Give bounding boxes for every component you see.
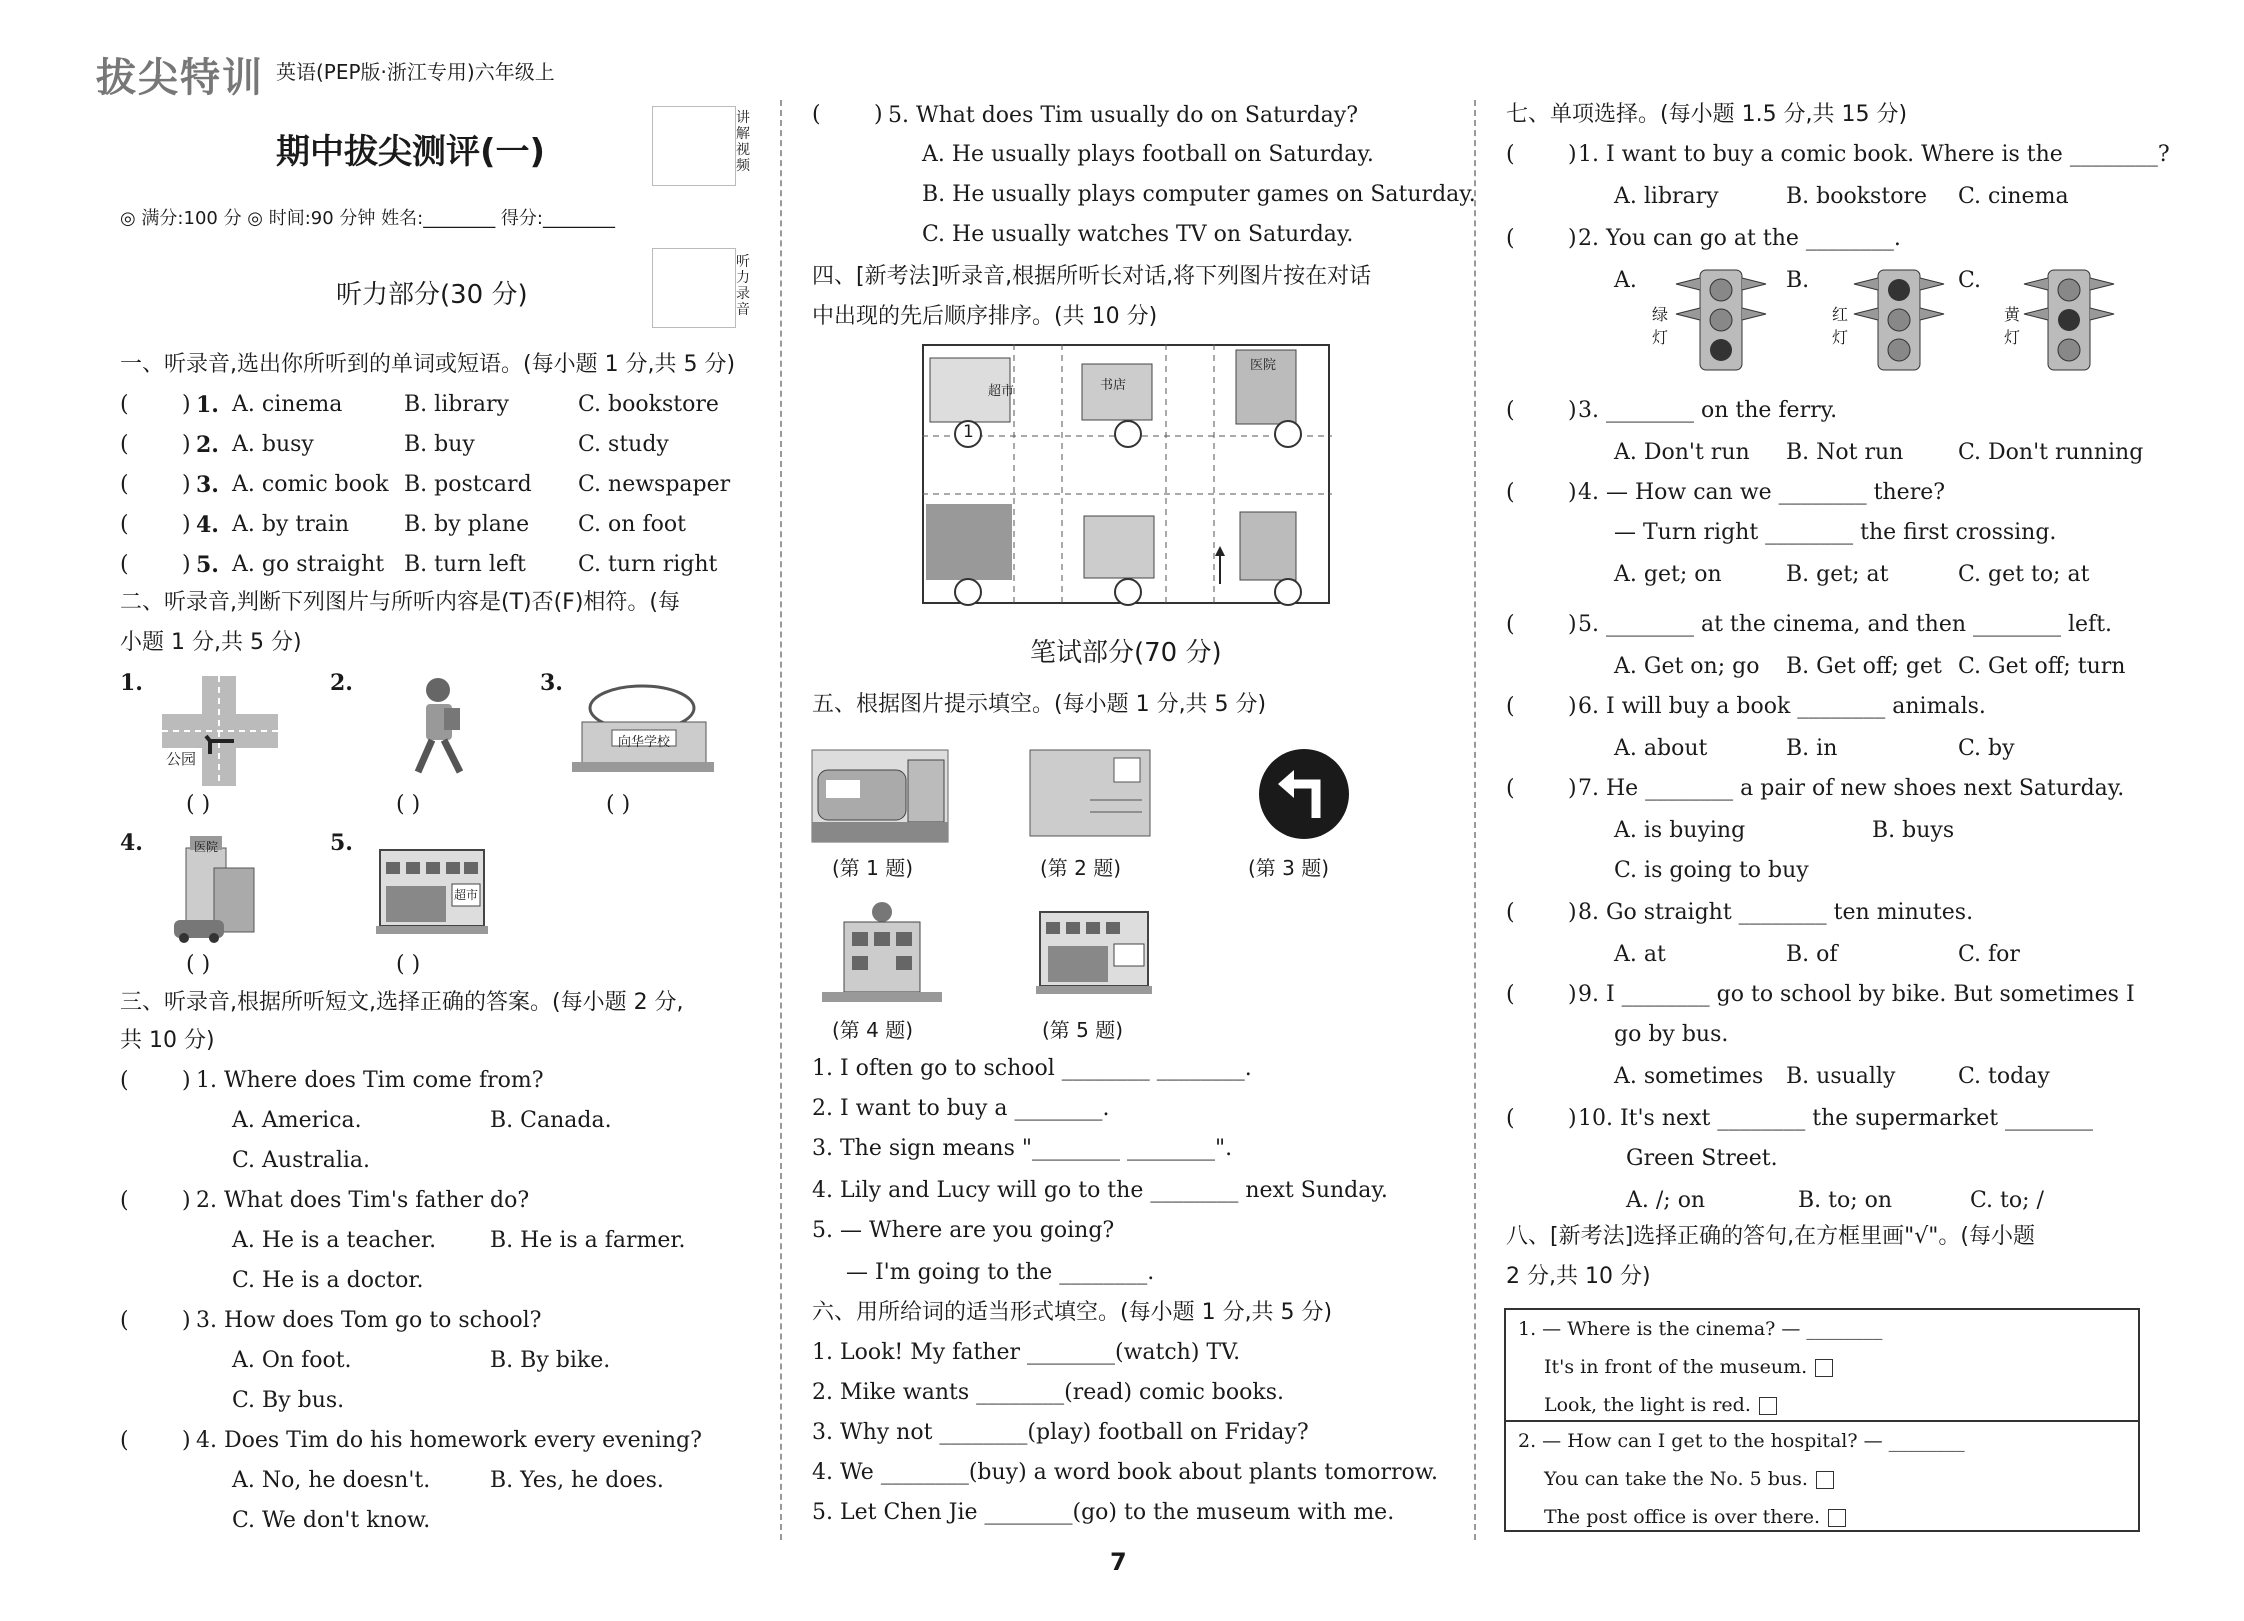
answer-paren[interactable]: ( <box>1506 612 1515 637</box>
school-building-image <box>572 682 714 774</box>
section-title: 六、用所给词的适当形式填空。(每小题 1 分,共 5 分) <box>812 1300 1333 1325</box>
option[interactable]: A. On foot. <box>232 1348 352 1373</box>
fill-in-question[interactable]: 3. Why not ________(play) football on Friday? <box>812 1420 1309 1445</box>
option[interactable]: C. Don't running <box>1958 440 2144 465</box>
section-title: 八、[新考法]选择正确的答句,在方框里画"√"。(每小题 <box>1506 1224 2036 1249</box>
page-number: 7 <box>1110 1548 1127 1576</box>
map-label: 书店 <box>1100 378 1127 393</box>
question: 8. Go straight ________ ten minutes. <box>1578 900 1974 925</box>
fill-in-question[interactable]: 1. Look! My father ________(watch) TV. <box>812 1340 1241 1365</box>
checkbox[interactable] <box>1828 1509 1846 1527</box>
order-number: 1 <box>963 422 974 442</box>
item-number: 3. <box>540 670 563 696</box>
option[interactable]: A. busy <box>232 432 314 457</box>
fill-in-question[interactable]: 4. Lily and Lucy will go to the ________ next Sunday. <box>812 1178 1388 1203</box>
qr-code[interactable] <box>652 248 736 328</box>
question: 5. ________ at the cinema, and then ________ left. <box>1578 612 2113 637</box>
item-number: 2. <box>196 432 219 458</box>
answer-option[interactable]: Look, the light is red. <box>1544 1390 1777 1420</box>
option[interactable]: C. on foot <box>578 512 686 537</box>
answer-paren[interactable]: ) <box>1568 776 1577 801</box>
train-image <box>812 750 948 844</box>
answer-paren[interactable]: ( <box>1506 982 1515 1007</box>
option[interactable]: C. cinema <box>1958 184 2069 209</box>
section-title: 七、单项选择。(每小题 1.5 分,共 15 分) <box>1506 102 1908 127</box>
item-number: 1. <box>120 670 143 696</box>
listening-title: 听力部分(30 分) <box>336 280 528 310</box>
option[interactable]: B. He usually plays computer games on Saturday. <box>922 182 1476 207</box>
option[interactable]: B. bookstore <box>1786 184 1927 209</box>
answer-paren[interactable]: ) <box>1568 142 1577 167</box>
section-title: 共 10 分) <box>120 1028 215 1053</box>
crossroad-image <box>162 676 278 786</box>
answer-table <box>1504 1308 2140 1532</box>
answer-paren[interactable]: ) <box>874 102 883 127</box>
qr-label: 听力录音 <box>736 254 750 318</box>
section-title: 三、听录音,根据所听短文,选择正确的答案。(每小题 2 分, <box>120 990 684 1015</box>
option[interactable]: A. comic book <box>232 472 389 497</box>
column-divider <box>780 100 782 1540</box>
answer-paren[interactable]: ( <box>1506 480 1515 505</box>
answer-option[interactable]: It's in front of the museum. <box>1544 1352 1833 1382</box>
option[interactable]: B. turn left <box>404 552 526 577</box>
question: 1. Where does Tim come from? <box>196 1068 544 1093</box>
option[interactable]: C. turn right <box>578 552 718 577</box>
option[interactable]: B. He is a farmer. <box>490 1228 686 1253</box>
book-title: 英语(PEP版·浙江专用)六年级上 <box>276 60 555 84</box>
option[interactable]: B. library <box>404 392 509 417</box>
option[interactable]: B. get; at <box>1786 562 1889 587</box>
option[interactable]: B. Canada. <box>490 1108 612 1133</box>
map-label: 超市 <box>988 384 1015 399</box>
hospital-image <box>168 834 272 944</box>
fill-in-question[interactable]: 5. — Where are you going? <box>812 1218 1115 1243</box>
answer-paren[interactable]: ( <box>1506 900 1515 925</box>
answer-paren[interactable]: ) <box>1568 398 1577 423</box>
item-number: 5. <box>196 552 219 578</box>
answer-paren[interactable]: ( <box>1506 776 1515 801</box>
answer-paren[interactable]: ( <box>1506 142 1515 167</box>
bookstore-image <box>822 900 942 1004</box>
light-label: 黄灯 <box>2004 305 2021 347</box>
answer-paren[interactable]: ) <box>1568 694 1577 719</box>
option[interactable]: C. By bus. <box>232 1388 345 1413</box>
option[interactable]: B. buy <box>404 432 475 457</box>
answer-option[interactable]: You can take the No. 5 bus. <box>1544 1464 1834 1494</box>
option[interactable]: C. today <box>1958 1064 2050 1089</box>
section-title: 五、根据图片提示填空。(每小题 1 分,共 5 分) <box>812 692 1267 717</box>
qr-code[interactable] <box>652 106 736 186</box>
turn-left-sign-icon <box>1258 748 1350 840</box>
map-grid <box>922 344 1332 606</box>
map-label: 医院 <box>1250 358 1277 373</box>
option[interactable]: A. by train <box>232 512 350 537</box>
question: 6. I will buy a book ________ animals. <box>1578 694 1986 719</box>
figure-caption: (第 2 题) <box>1040 856 1122 880</box>
answer-paren[interactable]: ( <box>120 1308 129 1333</box>
option[interactable]: B. Not run <box>1786 440 1904 465</box>
option[interactable]: B. by plane <box>404 512 530 537</box>
answer-paren[interactable]: ( <box>1506 398 1515 423</box>
option[interactable]: B. to; on <box>1798 1188 1893 1213</box>
option[interactable]: A. /; on <box>1626 1188 1706 1213</box>
answer-paren[interactable]: ( <box>120 472 129 497</box>
fill-in-question[interactable]: 2. Mike wants ________(read) comic books. <box>812 1380 1284 1405</box>
option[interactable]: A. go straight <box>232 552 385 577</box>
qr-label: 讲解视频 <box>736 110 750 174</box>
answer-blank[interactable]: ( ) <box>396 952 421 977</box>
answer-paren[interactable]: ( <box>120 432 129 457</box>
answer-paren[interactable]: ( <box>1506 1106 1515 1131</box>
question: 2. You can go at the ________. <box>1578 226 1901 251</box>
answer-paren[interactable]: ( <box>120 392 129 417</box>
option[interactable]: B. buys <box>1872 818 1955 843</box>
traffic-light-green-image <box>1654 266 1774 374</box>
question: 1. I want to buy a comic book. Where is the ________? <box>1578 142 2170 167</box>
option[interactable]: B. By bike. <box>490 1348 611 1373</box>
option[interactable]: C. for <box>1958 942 2020 967</box>
option[interactable]: C. bookstore <box>578 392 719 417</box>
option[interactable]: A. is buying <box>1614 818 1746 843</box>
answer-paren[interactable]: ) <box>182 1188 191 1213</box>
option[interactable]: A. <box>1614 268 1637 293</box>
figure-caption: (第 5 题) <box>1042 1018 1124 1042</box>
building-label: 医院 <box>194 840 219 854</box>
answer-paren[interactable]: ) <box>1568 1106 1577 1131</box>
map-label: 公园 <box>166 750 197 768</box>
table-question: 2. — How can I get to the hospital? — ________ <box>1518 1430 1965 1452</box>
answer-paren[interactable]: ) <box>1568 982 1577 1007</box>
answer-paren[interactable]: ( <box>1506 694 1515 719</box>
option[interactable]: B. usually <box>1786 1064 1896 1089</box>
option[interactable]: C. Australia. <box>232 1148 371 1173</box>
option[interactable]: A. library <box>1614 184 1719 209</box>
question: 3. How does Tom go to school? <box>196 1308 542 1333</box>
column-divider <box>1474 100 1476 1540</box>
supermarket-image <box>1036 908 1152 1000</box>
answer-blank[interactable]: ( ) <box>186 952 211 977</box>
section-title: 2 分,共 10 分) <box>1506 1264 1651 1289</box>
answer-paren[interactable]: ( <box>120 1068 129 1093</box>
option[interactable]: C. He usually watches TV on Saturday. <box>922 222 1354 247</box>
option[interactable]: C. Get off; turn <box>1958 654 2126 679</box>
answer-paren[interactable]: ) <box>182 1428 191 1453</box>
answer-paren[interactable]: ) <box>182 1308 191 1333</box>
option[interactable]: C. <box>1958 268 1982 293</box>
answer-blank[interactable]: ( ) <box>606 792 631 817</box>
exam-title: 期中拔尖测评(一) <box>276 132 546 172</box>
fill-in-question[interactable]: 4. We ________(buy) a word book about plants tomorrow. <box>812 1460 1438 1485</box>
question: 4. — How can we ________ there? <box>1578 480 1946 505</box>
option[interactable]: B. Yes, he does. <box>490 1468 664 1493</box>
fill-in-question[interactable]: 1. I often go to school ________ ________. <box>812 1056 1252 1081</box>
question: 2. What does Tim's father do? <box>196 1188 530 1213</box>
answer-paren[interactable]: ( <box>120 512 129 537</box>
written-title: 笔试部分(70 分) <box>1030 638 1222 668</box>
option[interactable]: A. at <box>1614 942 1666 967</box>
question: — Turn right ________ the first crossing. <box>1614 520 2057 545</box>
building-label: 超市 <box>454 888 479 902</box>
checkbox[interactable] <box>1815 1359 1833 1377</box>
section-title: 二、听录音,判断下列图片与所听内容是(T)否(F)相符。(每 <box>120 590 681 615</box>
section-title: 一、听录音,选出你所听到的单词或短语。(每小题 1 分,共 5 分) <box>120 352 736 377</box>
fill-in-question[interactable]: 5. Let Chen Jie ________(go) to the museum with me. <box>812 1500 1395 1525</box>
option[interactable]: A. No, he doesn't. <box>232 1468 431 1493</box>
option[interactable]: A. He usually plays football on Saturday. <box>922 142 1374 167</box>
checkbox[interactable] <box>1816 1471 1834 1489</box>
option[interactable]: A. cinema <box>232 392 343 417</box>
answer-paren[interactable]: ) <box>182 512 191 537</box>
answer-paren[interactable]: ) <box>182 552 191 577</box>
answer-blank[interactable]: ( ) <box>396 792 421 817</box>
boy-walking-image <box>398 676 478 782</box>
question: 4. Does Tim do his homework every evening? <box>196 1428 702 1453</box>
checkbox[interactable] <box>1759 1397 1777 1415</box>
answer-paren[interactable]: ) <box>182 1068 191 1093</box>
question: 7. He ________ a pair of new shoes next Saturday. <box>1578 776 2125 801</box>
question: Green Street. <box>1626 1146 1778 1171</box>
item-number: 5. <box>330 830 353 856</box>
question: 5. What does Tim usually do on Saturday? <box>888 103 1359 128</box>
answer-paren[interactable]: ( <box>120 1188 129 1213</box>
building-label: 向华学校 <box>618 735 671 750</box>
option[interactable]: C. get to; at <box>1958 562 2090 587</box>
section-title: 四、[新考法]听录音,根据所听长对话,将下列图片按在对话 <box>812 264 1372 289</box>
option[interactable]: B. <box>1786 268 1810 293</box>
option[interactable]: C. newspaper <box>578 472 731 497</box>
fill-in-question[interactable]: — I'm going to the ________. <box>846 1260 1155 1285</box>
option[interactable]: C. study <box>578 432 669 457</box>
figure-caption: (第 3 题) <box>1248 856 1330 880</box>
option[interactable]: B. of <box>1786 942 1838 967</box>
answer-option[interactable]: The post office is over there. <box>1544 1502 1846 1532</box>
fill-in-question[interactable]: 2. I want to buy a ________. <box>812 1096 1110 1121</box>
answer-paren[interactable]: ) <box>182 472 191 497</box>
item-number: 2. <box>330 670 353 696</box>
question: go by bus. <box>1614 1022 1729 1047</box>
answer-paren[interactable]: ) <box>182 392 191 417</box>
answer-paren[interactable]: ( <box>1506 226 1515 251</box>
option[interactable]: A. get; on <box>1614 562 1722 587</box>
question: 9. I ________ go to school by bike. But sometimes I <box>1578 982 2135 1007</box>
option[interactable]: A. sometimes <box>1614 1064 1764 1089</box>
option[interactable]: C. to; / <box>1970 1188 2044 1213</box>
option[interactable]: C. We don't know. <box>232 1508 431 1533</box>
item-number: 3. <box>196 472 219 498</box>
answer-paren[interactable]: ) <box>1568 900 1577 925</box>
item-number: 1. <box>196 392 219 418</box>
figure-caption: (第 4 题) <box>832 1018 914 1042</box>
section-title: 中出现的先后顺序排序。(共 10 分) <box>812 304 1158 329</box>
figure-caption: (第 1 题) <box>832 856 914 880</box>
answer-paren[interactable]: ) <box>1568 226 1577 251</box>
exam-meta: ◎ 满分:100 分 ◎ 时间:90 分钟 姓名:________ 得分:________ <box>120 208 615 229</box>
section-title: 小题 1 分,共 5 分) <box>120 630 302 655</box>
option[interactable]: B. postcard <box>404 472 532 497</box>
option[interactable]: A. He is a teacher. <box>232 1228 437 1253</box>
answer-paren[interactable]: ( <box>812 102 821 127</box>
answer-paren[interactable]: ( <box>120 1428 129 1453</box>
option[interactable]: A. Get on; go <box>1614 654 1760 679</box>
option[interactable]: B. Get off; get <box>1786 654 1942 679</box>
item-number: 4. <box>120 830 143 856</box>
question: 10. It's next ________ the supermarket ________ <box>1578 1106 2094 1131</box>
question: 3. ________ on the ferry. <box>1578 398 1838 423</box>
option[interactable]: C. by <box>1958 736 2015 761</box>
light-label: 绿灯 <box>1652 305 1669 347</box>
table-question: 1. — Where is the cinema? — ________ <box>1518 1318 1883 1340</box>
fill-in-question[interactable]: 3. The sign means "________ ________". <box>812 1136 1233 1161</box>
answer-paren[interactable]: ) <box>182 432 191 457</box>
brand-logo: 拔尖特训 <box>96 55 264 101</box>
option[interactable]: A. America. <box>232 1108 362 1133</box>
option[interactable]: C. is going to buy <box>1614 858 1809 883</box>
answer-paren[interactable]: ) <box>1568 480 1577 505</box>
answer-paren[interactable]: ( <box>120 552 129 577</box>
option[interactable]: A. Don't run <box>1614 440 1750 465</box>
item-number: 4. <box>196 512 219 538</box>
answer-blank[interactable]: ( ) <box>186 792 211 817</box>
light-label: 红灯 <box>1832 305 1849 347</box>
option[interactable]: C. He is a doctor. <box>232 1268 424 1293</box>
option[interactable]: B. in <box>1786 736 1838 761</box>
option[interactable]: A. about <box>1614 736 1708 761</box>
postcard-image <box>1030 750 1150 838</box>
answer-paren[interactable]: ) <box>1568 612 1577 637</box>
